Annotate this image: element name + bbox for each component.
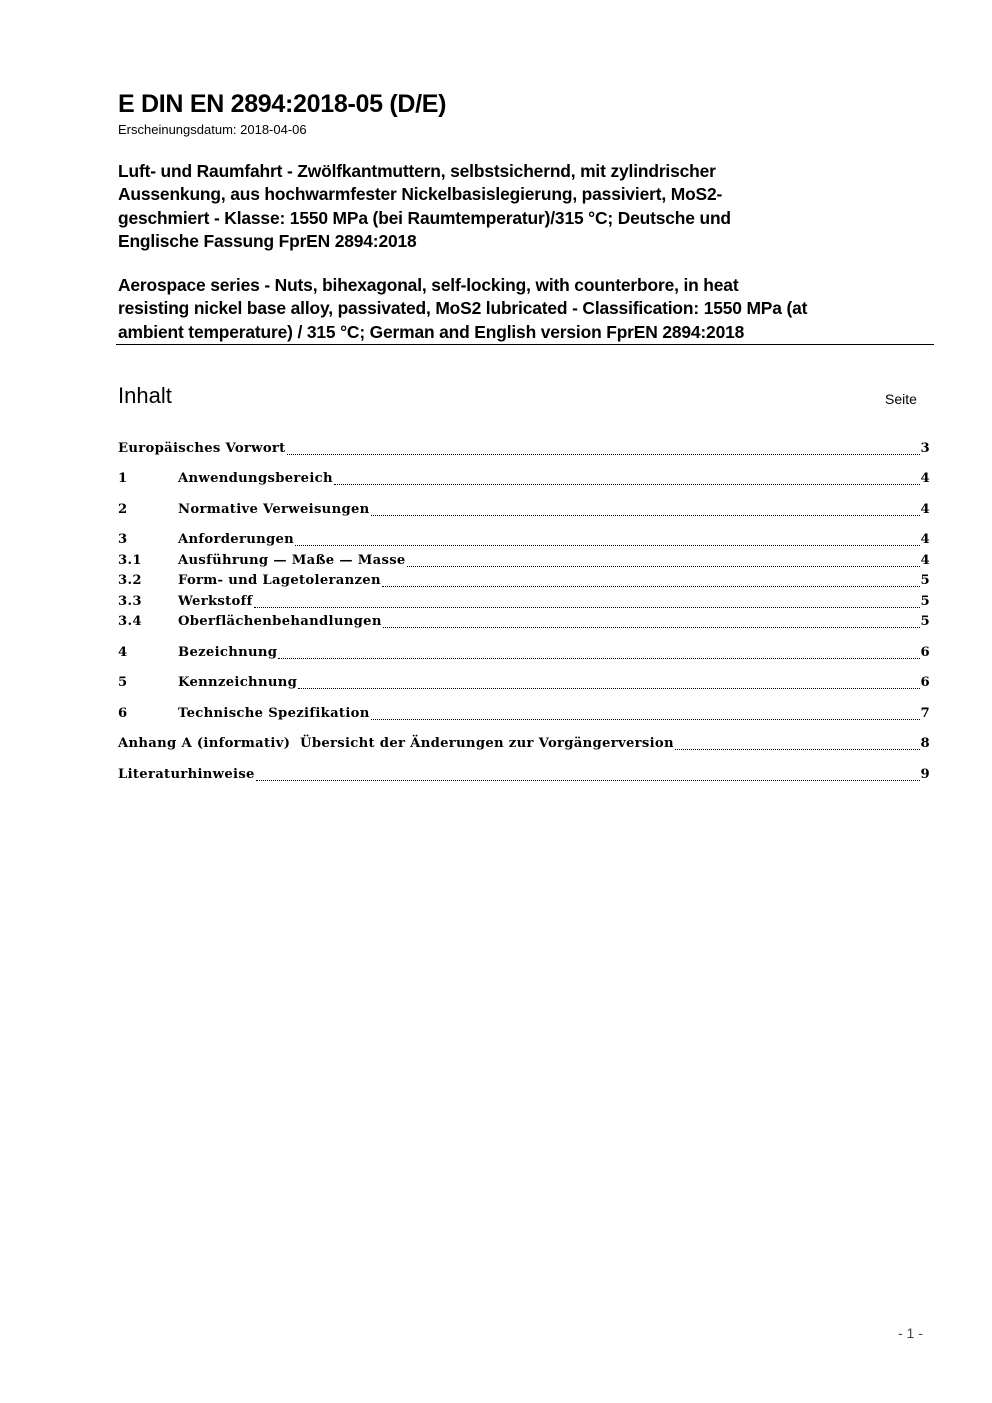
toc-entry-6[interactable]	[118, 706, 930, 726]
toc-entry-title: Normative Verweisungen	[178, 502, 370, 517]
toc-entry-number: 3.1	[118, 553, 142, 568]
title-line: Englische Fassung FprEN 2894:2018	[118, 230, 417, 251]
title-line: Aussenkung, aus hochwarmfester Nickelbasislegierung, passiviert, MoS2-	[118, 184, 723, 205]
toc-entry-number: 3	[118, 532, 128, 547]
toc-entry-3-1[interactable]	[118, 553, 930, 573]
toc-entry-foreword[interactable]	[118, 441, 930, 461]
toc-leader-dots	[371, 716, 920, 720]
toc-entry-number: 3.2	[118, 573, 142, 588]
toc-entry-number: 2	[118, 502, 128, 517]
toc-entry-2[interactable]	[118, 502, 930, 522]
toc-entry-title: Anhang A (informativ) Übersicht der Änderungen zur Vorgängerversion	[118, 736, 674, 751]
toc-entry-page: 4	[920, 553, 930, 568]
toc-entry-page: 6	[920, 645, 930, 660]
toc-entry-title: Anwendungsbereich	[178, 471, 333, 486]
toc-entry-title: Ausführung — Maße — Masse	[178, 553, 406, 568]
toc-entry-3[interactable]	[118, 532, 930, 552]
toc-entry-page: 5	[920, 573, 930, 588]
toc-entry-title: Bezeichnung	[178, 645, 278, 660]
toc-entry-number: 6	[118, 706, 128, 721]
toc-leader-dots	[334, 481, 920, 485]
toc-entry-title: Form- und Lagetoleranzen	[178, 573, 381, 588]
toc-entry-number: 4	[118, 645, 128, 660]
document-id: E DIN EN 2894:2018-05 (D/E)	[118, 90, 447, 118]
toc-entry-page: 5	[920, 614, 930, 629]
toc-entry-page: 5	[920, 594, 930, 609]
toc-entry-number: 3.3	[118, 594, 142, 609]
toc-entry-title: Literaturhinweise	[118, 767, 255, 782]
toc-heading: Inhalt	[118, 383, 172, 408]
toc-entry-title: Kennzeichnung	[178, 675, 298, 690]
toc-entry-number: 1	[118, 471, 128, 486]
toc-page-column-label: Seite	[885, 391, 917, 407]
toc-entry-title: Oberflächenbehandlungen	[178, 614, 382, 629]
toc-entry-title: Werkstoff	[178, 594, 253, 609]
toc-leader-dots	[287, 451, 920, 455]
toc-leader-dots	[278, 655, 919, 659]
toc-leader-dots	[298, 685, 919, 689]
toc-entry-page: 4	[920, 532, 930, 547]
toc-entry-bibliography[interactable]	[118, 767, 930, 787]
toc-leader-dots	[254, 604, 920, 608]
title-line: Aerospace series - Nuts, bihexagonal, self-locking, with counterbore, in heat	[118, 275, 739, 295]
page-number: - 1 -	[898, 1325, 923, 1341]
toc-entry-title: Europäisches Vorwort	[118, 441, 286, 456]
toc-entry-3-2[interactable]	[118, 573, 930, 593]
toc-entry-title: Anforderungen	[178, 532, 295, 547]
toc-entry-page: 7	[920, 706, 930, 721]
title-line: geschmiert - Klasse: 1550 MPa (bei Raumtemperatur)/315 °C; Deutsche und	[118, 207, 731, 228]
toc-entry-page: 8	[920, 736, 930, 751]
title-english	[118, 274, 936, 344]
toc-entry-5[interactable]	[118, 675, 930, 695]
title-divider	[116, 344, 934, 345]
toc-entry-page: 4	[920, 471, 930, 486]
toc-entry-1[interactable]	[118, 471, 930, 491]
toc-leader-dots	[295, 542, 919, 546]
toc-leader-dots	[371, 512, 920, 516]
toc-leader-dots	[382, 583, 920, 587]
toc-leader-dots	[407, 563, 920, 567]
publication-date: Erscheinungsdatum: 2018-04-06	[118, 122, 307, 137]
title-line: ambient temperature) / 315 °C; German and English version FprEN 2894:2018	[118, 321, 745, 342]
toc-entry-number: 3.4	[118, 614, 142, 629]
toc-entry-3-3[interactable]	[118, 594, 930, 614]
toc-entry-number: 5	[118, 675, 128, 690]
toc-leader-dots	[383, 624, 920, 628]
toc-entry-page: 4	[920, 502, 930, 517]
toc-entry-page: 3	[920, 441, 930, 456]
title-line: resisting nickel base alloy, passivated, MoS2 lubricated - Classification: 1550 MPa (at	[118, 298, 808, 319]
toc-entry-4[interactable]	[118, 645, 930, 665]
title-line: Luft- und Raumfahrt - Zwölfkantmuttern, selbstsichernd, mit zylindrischer	[118, 161, 716, 181]
title-german	[118, 160, 936, 253]
toc-entry-title: Technische Spezifikation	[178, 706, 370, 721]
toc-entry-page: 6	[920, 675, 930, 690]
toc-leader-dots	[675, 746, 920, 750]
toc-leader-dots	[256, 777, 920, 781]
toc-entry-annex-a[interactable]	[118, 736, 930, 756]
toc-entry-page: 9	[920, 767, 930, 782]
toc-entry-3-4[interactable]	[118, 614, 930, 634]
